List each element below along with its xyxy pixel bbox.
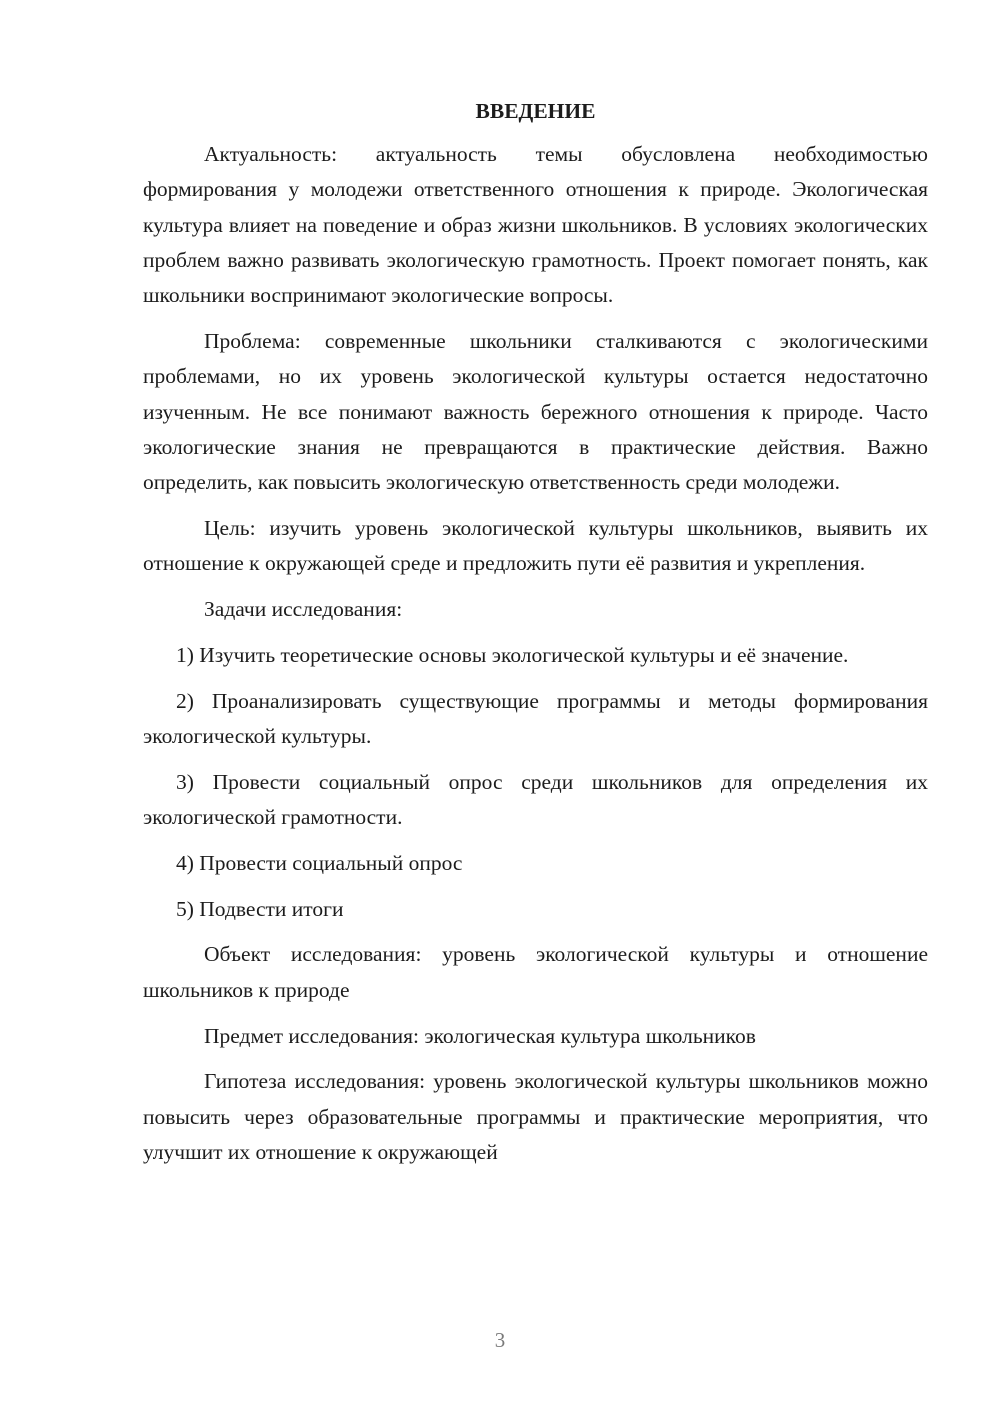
tasks-heading: Задачи исследования: xyxy=(204,597,403,622)
section-title: ВВЕДЕНИЕ xyxy=(475,99,596,123)
task-item-3: 3) Провести социальный опрос среди школьников для определения их экологической грамотности. xyxy=(143,769,928,830)
task-item-2: 2) Проанализировать существующие программы и методы формирования экологической культуры. xyxy=(143,688,928,748)
problem-paragraph: Проблема: современные школьники сталкиваются с экологическими проблемами, но их уровень экологической культуры остается недостаточно изученным. Не все понимают важность бережного отношения к природе. Часто экологические знания не превращаются в практические действия. Важно определить, как повысить экологическую ответственность среди молодежи. xyxy=(143,328,928,495)
page-number: 3 xyxy=(494,1328,506,1352)
task-item-4: 4) Провести социальный опрос xyxy=(176,850,463,875)
task-item-5: 5) Подвести итоги xyxy=(176,896,344,921)
task-item-1: 1) Изучить теоретические основы экологической культуры и её значение. xyxy=(176,642,849,667)
subject-paragraph: Предмет исследования: экологическая культура школьников xyxy=(204,1023,756,1048)
hypothesis-paragraph: Гипотеза исследования: уровень экологической культуры школьников можно повысить через образовательные программы и практические мероприятия, что улучшит их отношение к окружающей xyxy=(143,1069,928,1164)
relevance-paragraph: Актуальность: актуальность темы обусловлена необходимостью формирования у молодежи ответственного отношения к природе. Экологическая культура влияет на поведение и образ жизни школьников. В условиях экологических проблем важно развивать экологическую грамотность. Проект помогает понять, как школьники воспринимают экологические вопросы. xyxy=(143,142,928,308)
document-page xyxy=(143,95,928,1181)
object-paragraph: Объект исследования: уровень экологической культуры и отношение школьников к природе xyxy=(143,942,928,1002)
goal-paragraph: Цель: изучить уровень экологической культуры школьников, выявить их отношение к окружающей среде и предложить пути её развития и укрепления. xyxy=(143,515,928,576)
